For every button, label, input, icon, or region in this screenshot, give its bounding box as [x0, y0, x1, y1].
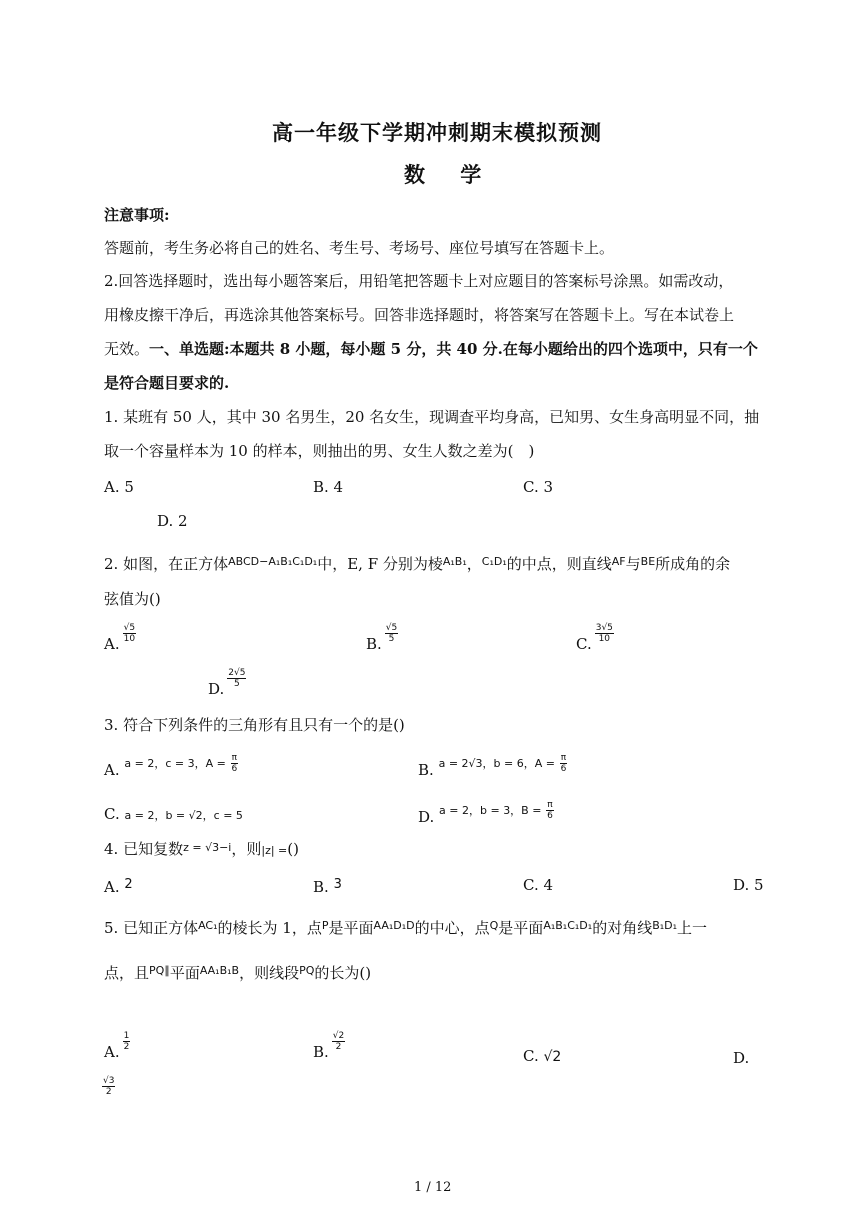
subject-title: 数 学 [404, 162, 496, 187]
q5-line-1 [104, 916, 707, 938]
q5-option-a [104, 1030, 130, 1062]
q4-text-3: () [287, 840, 299, 858]
q2-text-3: ， [466, 555, 482, 573]
q5-option-a-num: 1 [123, 1030, 130, 1041]
q4-option-b-value: 3 [333, 877, 342, 892]
q5-text-1: 5. 已知正方体 [104, 919, 199, 937]
q4-math-abs: |z| = [261, 844, 288, 857]
q2-option-d-den: 5 [233, 678, 240, 689]
q4-option-a-label: A. [104, 878, 120, 896]
q5-l2-math-plane: AA₁B₁B [199, 964, 240, 977]
q4-option-a-value: 2 [124, 877, 133, 892]
q5-option-d-label: D. [733, 1049, 750, 1067]
q3-option-d-label: D. [418, 808, 435, 826]
q5-line-2 [104, 961, 371, 983]
q2-option-a-label: A. [104, 635, 120, 653]
q3-option-b-label: B. [418, 761, 434, 779]
q3-option-a-label: A. [104, 761, 120, 779]
q5-text-3: 是平面 [328, 919, 374, 937]
q2-math-be: BE [640, 555, 656, 568]
q1-line-1: 1. 某班有 50 人，其中 30 名男生，20 名女生，现调查平均身高，已知男、女生身高明显不同，抽 [104, 408, 760, 426]
q1-line-2: 取一个容量样本为 10 的样本，则抽出的男、女生人数之差为( ) [104, 442, 535, 460]
q3-option-c-math: a = 2，b = √2，c = 5 [124, 809, 243, 822]
q2-option-b-label: B. [366, 635, 382, 653]
q2-text-1: 2. 如图，在正方体 [104, 555, 229, 573]
q5-option-b-den: 2 [335, 1041, 342, 1052]
q5-option-c [523, 1046, 561, 1067]
q3-option-a-six: 6 [231, 763, 238, 774]
q4-stem [104, 838, 299, 861]
q5-option-b-num: √2 [332, 1030, 345, 1041]
notice-heading: 注意事项: [104, 206, 170, 224]
q2-option-c-num: 3√5 [595, 622, 613, 633]
q3-option-c [104, 804, 243, 826]
notice-line-4 [104, 339, 758, 359]
section-heading: 一、单选题:本题共 8 小题，每小题 5 分，共 40 分.在每小题给出的四个选项中，只有一个 [149, 340, 758, 358]
notice-line-1: 答题前，考生务必将自己的姓名、考生号、考场号、座位号填写在答题卡上。 [104, 239, 615, 257]
q5-text-7: 上一 [677, 919, 708, 937]
q5-math-plane-1: AA₁D₁D [373, 919, 415, 932]
q2-option-b-den: 5 [388, 633, 395, 644]
q2-math-af: AF [611, 555, 626, 568]
q4-option-a [104, 875, 133, 897]
q4-option-d: D. 5 [733, 876, 764, 894]
q5-l2-text-2: 平面 [169, 964, 200, 982]
q2-text-6: 所成角的余 [655, 555, 731, 573]
q5-text-6: 的对角线 [592, 919, 653, 937]
section-heading-cont: 是符合题目要求的. [104, 374, 230, 392]
q2-option-d-num: 2√5 [228, 667, 246, 678]
page-number: 1 / 12 [414, 1180, 452, 1195]
q5-option-d-num: √3 [103, 1076, 115, 1086]
q1-option-c: C. 3 [523, 478, 554, 496]
q2-line-2: 弦值为() [104, 590, 161, 608]
q5-math-plane-2: A₁B₁C₁D₁ [543, 919, 593, 932]
q3-option-d [418, 799, 554, 827]
q4-text-2: ，则 [231, 840, 262, 858]
q5-option-a-label: A. [104, 1043, 120, 1061]
q4-option-b [313, 875, 342, 897]
notice-line-4-normal: 无效。 [104, 340, 150, 358]
q3-option-b-math: a = 2√3，b = 6，A = [438, 757, 555, 770]
q4-option-b-label: B. [313, 878, 329, 896]
q5-option-b-label: B. [313, 1043, 329, 1061]
q2-text-2: 中，E, F 分别为棱 [317, 555, 443, 573]
q5-option-d [102, 1076, 115, 1097]
q3-option-d-six: 6 [547, 810, 553, 821]
q4-text-1: 4. 已知复数 [104, 840, 184, 858]
q5-l2-text-3: ，则线段 [239, 964, 300, 982]
q3-option-c-label: C. [104, 805, 120, 823]
q1-option-d: D. 2 [157, 512, 188, 530]
q2-option-c-label: C. [576, 635, 592, 653]
q2-option-c-den: 10 [598, 633, 611, 644]
q5-math-diag: B₁D₁ [652, 919, 678, 932]
q2-option-b [366, 622, 398, 654]
q5-text-5: 是平面 [498, 919, 544, 937]
q3-option-b [418, 752, 567, 780]
q2-math-edge-2: C₁D₁ [481, 555, 507, 568]
q5-math-q: Q [489, 919, 499, 932]
q5-l2-math-pq2: PQ [299, 964, 315, 977]
q5-option-a-den: 2 [123, 1041, 130, 1052]
q5-math-p: P [321, 919, 329, 932]
q2-option-a-num: √5 [123, 622, 136, 633]
notice-line-2: 2.回答选择题时，选出每小题答案后，用铅笔把答题卡上对应题目的答案标号涂黑。如需改动， [104, 272, 734, 290]
q2-math-cube: ABCD−A₁B₁C₁D₁ [228, 555, 318, 568]
q2-option-b-num: √5 [385, 622, 398, 633]
q3-option-a-math: a = 2，c = 3，A = [124, 757, 226, 770]
q2-option-d [208, 667, 246, 699]
q5-option-b [313, 1030, 345, 1062]
q5-option-c-label: C. [523, 1047, 539, 1065]
q2-text-5: 与 [625, 555, 641, 573]
q4-option-c: C. 4 [523, 876, 554, 894]
q2-option-a-den: 10 [123, 633, 136, 644]
q5-option-c-value: √2 [543, 1049, 562, 1065]
q2-option-d-label: D. [208, 680, 225, 698]
q5-math-cube: AC₁ [198, 919, 218, 932]
q5-text-4: 的中心，点 [414, 919, 490, 937]
q2-option-a [104, 622, 136, 654]
q3-option-a-pi: π [231, 752, 238, 763]
q2-option-c [576, 622, 614, 654]
q1-option-b: B. 4 [313, 478, 344, 496]
exam-title: 高一年级下学期冲刺期末模拟预测 [272, 120, 602, 145]
q3-option-d-math: a = 2，b = 3，B = [439, 804, 542, 817]
q2-text-4: 的中点，则直线 [506, 555, 612, 573]
q5-l2-text-4: 的长为() [314, 964, 372, 982]
notice-line-3: 用橡皮擦干净后，再选涂其他答案标号。回答非选择题时，将答案写在答题卡上。写在本试卷上 [104, 306, 735, 324]
q5-l2-text-1: 点，且 [104, 964, 150, 982]
q3-option-b-six: 6 [560, 763, 567, 774]
q3-option-b-pi: π [560, 752, 567, 763]
q3-option-a [104, 752, 238, 780]
q4-math-z: z = √3−i [183, 841, 232, 854]
q5-l2-math-pq: PQ∥ [149, 964, 170, 977]
q1-option-a: A. 5 [104, 478, 134, 496]
q2-line-1 [104, 552, 730, 574]
q3-option-d-pi: π [547, 799, 553, 810]
q2-math-edge-1: A₁B₁ [442, 555, 467, 568]
q3-stem: 3. 符合下列条件的三角形有且只有一个的是() [104, 716, 405, 734]
q5-text-2: 的棱长为 1，点 [217, 919, 322, 937]
q5-option-d-den: 2 [105, 1087, 112, 1097]
